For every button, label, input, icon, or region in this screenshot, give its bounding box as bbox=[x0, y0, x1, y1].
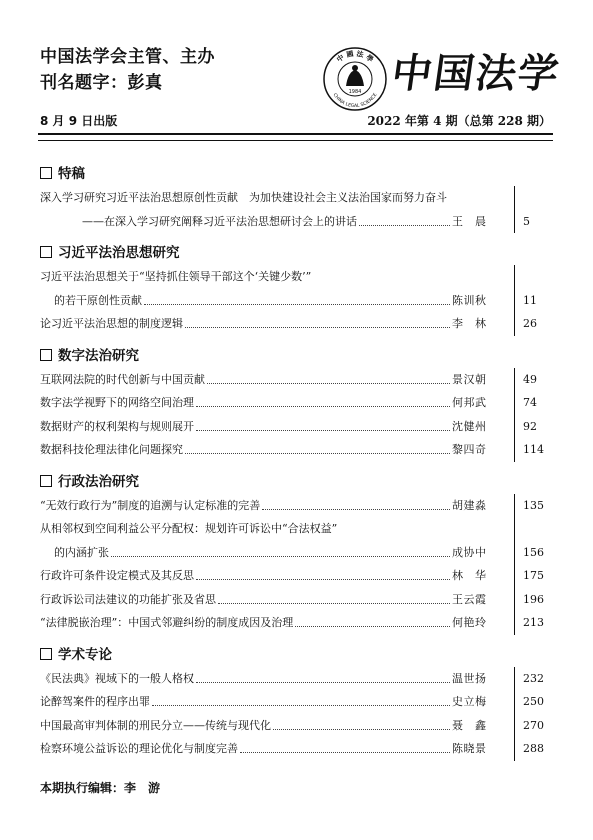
page-column bbox=[514, 186, 553, 210]
section-title: 习近平法治思想研究 bbox=[58, 245, 180, 261]
journal-masthead: 中国法学 bbox=[388, 50, 564, 97]
section-title: 数字法治研究 bbox=[58, 347, 139, 364]
article-author: 胡建淼 bbox=[452, 498, 487, 512]
article-author: 景汉朝 bbox=[452, 372, 487, 386]
toc-entry[interactable] bbox=[40, 611, 553, 635]
page-number: 5 bbox=[514, 210, 553, 234]
dot-leader bbox=[196, 415, 450, 431]
page-number: 135 bbox=[514, 494, 553, 518]
toc-entry[interactable] bbox=[40, 210, 553, 234]
article-title: 检察环境公益诉讼的理论优化与制度完善 bbox=[40, 742, 238, 755]
page-number: 270 bbox=[514, 714, 553, 738]
page-number: 175 bbox=[514, 564, 553, 588]
dot-leader bbox=[185, 312, 450, 328]
article-author: 何艳玲 bbox=[452, 616, 487, 629]
article-author: 陈训秋 bbox=[452, 293, 487, 307]
toc-entry[interactable] bbox=[40, 737, 553, 761]
page-number: 213 bbox=[514, 611, 553, 635]
article-title: 行政诉讼司法建议的功能扩张及省思 bbox=[40, 592, 216, 606]
article-author: 林 华 bbox=[452, 569, 487, 582]
toc-entry-line[interactable] bbox=[40, 265, 553, 289]
section-heading bbox=[40, 344, 553, 368]
article-title: 习近平法治思想关于“坚持抓住领导干部这个‘关键少数’” bbox=[40, 270, 312, 283]
publication-date: 8 月 9 日出版 bbox=[40, 114, 118, 128]
dot-leader bbox=[218, 588, 450, 604]
toc-entry[interactable] bbox=[40, 714, 553, 738]
toc-entry[interactable] bbox=[40, 564, 553, 588]
article-title: 深入学习研究习近平法治思想原创性贡献 为加快建设社会主义法治国家而努力奋斗 bbox=[40, 191, 447, 204]
checkbox-square-icon bbox=[40, 167, 52, 179]
article-title: 行政许可条件设定模式及其反思 bbox=[40, 569, 194, 582]
section-heading bbox=[40, 470, 553, 494]
section-title: 学术专论 bbox=[58, 646, 112, 663]
article-author: 聂 鑫 bbox=[452, 718, 487, 732]
checkbox-square-icon bbox=[40, 246, 52, 258]
section-heading bbox=[40, 162, 553, 186]
article-author: 何邦武 bbox=[452, 396, 487, 409]
toc-entry[interactable] bbox=[40, 438, 553, 462]
article-title: 《民法典》视域下的一般人格权 bbox=[40, 671, 194, 685]
issue-number: 2022 年第 4 期（总第 228 期） bbox=[367, 114, 551, 128]
dot-leader bbox=[359, 210, 450, 226]
checkbox-square-icon bbox=[40, 475, 52, 487]
toc-entry[interactable] bbox=[40, 391, 553, 415]
publisher-line: 中国法学会主管、主办 bbox=[40, 47, 215, 67]
dot-leader bbox=[144, 289, 450, 305]
journal-emblem bbox=[322, 46, 388, 112]
dot-leader bbox=[196, 564, 450, 580]
article-title: 的内涵扩张 bbox=[54, 545, 109, 559]
article-title: 论醉驾案件的程序出罪 bbox=[40, 695, 150, 708]
page-number: 196 bbox=[514, 588, 553, 612]
article-author: 李 林 bbox=[452, 317, 487, 330]
dot-leader bbox=[196, 667, 450, 683]
article-author: 陈晓景 bbox=[452, 742, 487, 755]
table-of-contents bbox=[40, 162, 553, 761]
page-number: 11 bbox=[514, 289, 553, 313]
article-author: 沈健州 bbox=[452, 419, 487, 433]
page-number: 288 bbox=[514, 737, 553, 761]
header-rule-thin bbox=[38, 140, 553, 141]
section-title: 行政法治研究 bbox=[58, 473, 139, 490]
toc-entry[interactable] bbox=[40, 312, 553, 336]
toc-entry[interactable] bbox=[40, 588, 553, 612]
section-title: 特稿 bbox=[58, 166, 85, 182]
executive-editor: 本期执行编辑：李 游 bbox=[40, 781, 161, 795]
article-author: 黎四奇 bbox=[452, 443, 487, 456]
page-number: 26 bbox=[514, 312, 553, 336]
page-column bbox=[514, 265, 553, 289]
dot-leader bbox=[196, 391, 450, 407]
article-title: 互联网法院的时代创新与中国贡献 bbox=[40, 372, 205, 386]
page-number: 49 bbox=[514, 368, 553, 392]
article-title: 从相邻权到空间利益公平分配权：规划许可诉讼中“合法权益” bbox=[40, 522, 338, 535]
toc-entry[interactable] bbox=[40, 289, 553, 313]
page-number: 250 bbox=[514, 690, 553, 714]
article-author: 王云霞 bbox=[452, 592, 487, 606]
toc-entry-line[interactable] bbox=[40, 186, 553, 210]
checkbox-square-icon bbox=[40, 349, 52, 361]
article-author: 成协中 bbox=[452, 545, 487, 559]
publisher-info bbox=[40, 44, 215, 96]
section-heading bbox=[40, 241, 553, 265]
toc-entry-line[interactable] bbox=[40, 517, 553, 541]
toc-entry[interactable] bbox=[40, 690, 553, 714]
toc-entry[interactable] bbox=[40, 667, 553, 691]
article-title: “法律脱嵌治理”：中国式邻避纠纷的制度成因及治理 bbox=[40, 616, 294, 629]
toc-entry[interactable] bbox=[40, 368, 553, 392]
dot-leader bbox=[152, 690, 450, 706]
title-calligraphy-credit: 刊名题字：彭真 bbox=[40, 73, 163, 93]
section-heading bbox=[40, 643, 553, 667]
dot-leader bbox=[185, 438, 450, 454]
article-title: 的若干原创性贡献 bbox=[54, 293, 142, 307]
article-title: 论习近平法治思想的制度逻辑 bbox=[40, 317, 183, 330]
article-title: 数字法学视野下的网络空间治理 bbox=[40, 396, 194, 409]
toc-entry[interactable] bbox=[40, 541, 553, 565]
article-title: ——在深入学习研究阐释习近平法治思想研讨会上的讲话 bbox=[82, 214, 357, 228]
page-number: 114 bbox=[514, 438, 553, 462]
dot-leader bbox=[295, 611, 450, 627]
article-author: 史立梅 bbox=[452, 695, 487, 708]
article-title: 数据财产的权利架构与规则展开 bbox=[40, 419, 194, 433]
page-column bbox=[514, 517, 553, 541]
article-author: 温世扬 bbox=[452, 671, 487, 685]
toc-entry[interactable] bbox=[40, 494, 553, 518]
header-rule-thick bbox=[38, 133, 553, 135]
emblem-top-text: 中 國 法 學 bbox=[334, 48, 376, 64]
emblem-bottom-text: CHINA LEGAL SCIENCE bbox=[331, 92, 379, 110]
article-author: 王 晨 bbox=[452, 214, 487, 228]
article-title: “无效行政行为”制度的追溯与认定标准的完善 bbox=[40, 498, 261, 512]
article-title: 数据科技伦理法律化问题探究 bbox=[40, 443, 183, 456]
article-title: 中国最高审判体制的刑民分立——传统与现代化 bbox=[40, 718, 271, 732]
page-number: 232 bbox=[514, 667, 553, 691]
dot-leader bbox=[262, 494, 450, 510]
page-number: 92 bbox=[514, 415, 553, 439]
dot-leader bbox=[273, 714, 450, 730]
toc-entry[interactable] bbox=[40, 415, 553, 439]
dot-leader bbox=[111, 541, 450, 557]
checkbox-square-icon bbox=[40, 648, 52, 660]
dot-leader bbox=[207, 368, 450, 384]
page-number: 74 bbox=[514, 391, 553, 415]
page-number: 156 bbox=[514, 541, 553, 565]
emblem-year: 1984 bbox=[348, 89, 362, 95]
dot-leader bbox=[240, 737, 450, 753]
